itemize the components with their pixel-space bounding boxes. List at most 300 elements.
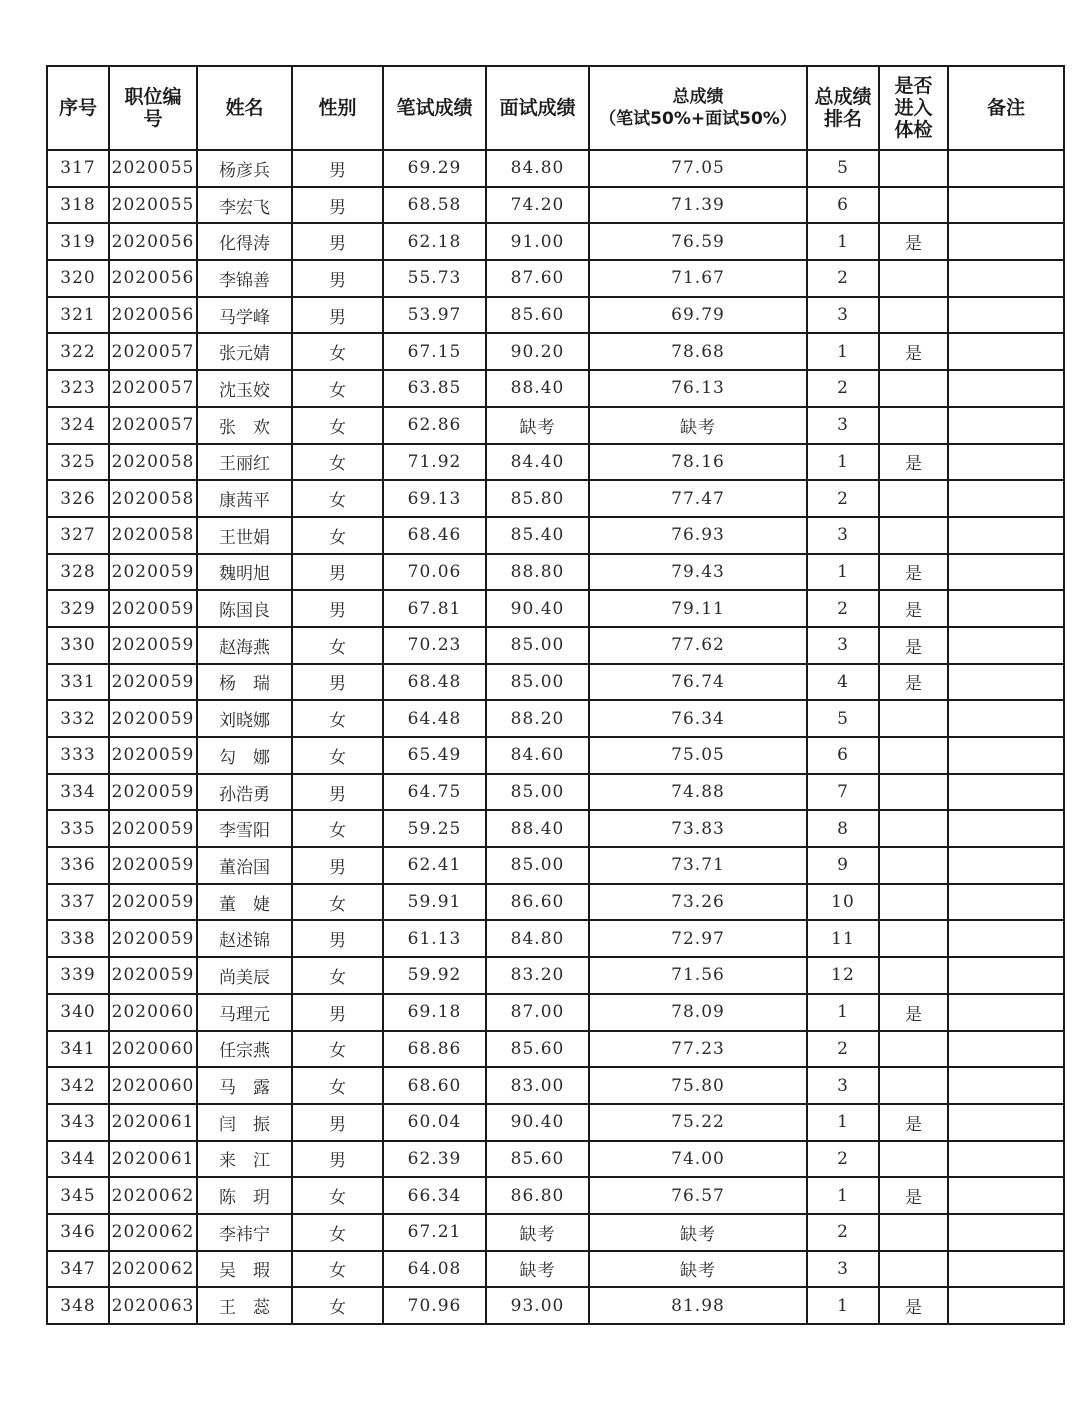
gender-cell: 男 (292, 150, 383, 187)
gender-cell: 女 (292, 407, 383, 444)
written-score-cell: 68.48 (383, 664, 486, 701)
seq-cell: 323 (47, 370, 109, 407)
gender-cell: 男 (292, 297, 383, 334)
written-score-cell: 61.13 (383, 920, 486, 957)
table-row (47, 407, 1064, 444)
written-score-cell: 59.25 (383, 810, 486, 847)
name-cell: 任宗燕 (197, 1031, 292, 1068)
written-score-cell: 53.97 (383, 297, 486, 334)
medical-exam-cell (879, 260, 948, 297)
seq-cell: 327 (47, 517, 109, 554)
name-cell: 化得涛 (197, 223, 292, 260)
name-cell: 魏明旭 (197, 554, 292, 591)
header-position-code-line-1: 职位编 (124, 86, 182, 108)
table-row (47, 810, 1064, 847)
medical-exam-cell: 是 (879, 1104, 948, 1141)
header-total-score (589, 66, 807, 150)
medical-exam-cell: 是 (879, 333, 948, 370)
seq-cell: 339 (47, 957, 109, 994)
position-code-cell: 2020059 (109, 774, 197, 811)
position-code-cell: 2020061 (109, 1104, 197, 1141)
position-code-cell: 2020062 (109, 1251, 197, 1288)
name-cell: 勾 娜 (197, 737, 292, 774)
remark-cell (948, 187, 1064, 224)
remark-cell (948, 333, 1064, 370)
total-score-cell: 79.11 (589, 590, 807, 627)
name-cell: 赵海燕 (197, 627, 292, 664)
header-name: 姓名 (197, 66, 292, 150)
gender-cell: 女 (292, 627, 383, 664)
rank-cell: 3 (807, 627, 879, 664)
table-row (47, 774, 1064, 811)
seq-cell: 340 (47, 994, 109, 1031)
table-body (47, 150, 1064, 1324)
medical-exam-cell (879, 1031, 948, 1068)
interview-score-cell: 85.60 (486, 1141, 589, 1178)
header-seq: 序号 (47, 66, 109, 150)
table-row (47, 1214, 1064, 1251)
seq-cell: 331 (47, 664, 109, 701)
total-score-cell: 缺考 (589, 1214, 807, 1251)
written-score-cell: 69.13 (383, 480, 486, 517)
medical-exam-cell: 是 (879, 1177, 948, 1214)
gender-cell: 女 (292, 1177, 383, 1214)
position-code-cell: 2020060 (109, 994, 197, 1031)
total-score-cell: 74.88 (589, 774, 807, 811)
gender-cell: 女 (292, 370, 383, 407)
interview-score-cell: 85.60 (486, 1031, 589, 1068)
name-cell: 马 露 (197, 1067, 292, 1104)
gender-cell: 女 (292, 444, 383, 481)
total-score-cell: 75.80 (589, 1067, 807, 1104)
name-cell: 杨彦兵 (197, 150, 292, 187)
medical-exam-cell (879, 1141, 948, 1178)
table-row (47, 1031, 1064, 1068)
rank-cell: 3 (807, 297, 879, 334)
total-score-cell: 71.39 (589, 187, 807, 224)
gender-cell: 男 (292, 554, 383, 591)
gender-cell: 女 (292, 1214, 383, 1251)
position-code-cell: 2020059 (109, 627, 197, 664)
rank-cell: 5 (807, 700, 879, 737)
remark-cell (948, 664, 1064, 701)
table-row (47, 554, 1064, 591)
position-code-cell: 2020056 (109, 297, 197, 334)
remark-cell (948, 1141, 1064, 1178)
rank-cell: 9 (807, 847, 879, 884)
medical-exam-cell (879, 1067, 948, 1104)
name-cell: 张 欢 (197, 407, 292, 444)
name-cell: 李袆宁 (197, 1214, 292, 1251)
table-row (47, 920, 1064, 957)
written-score-cell: 71.92 (383, 444, 486, 481)
gender-cell: 男 (292, 187, 383, 224)
medical-exam-cell (879, 1214, 948, 1251)
interview-score-cell: 84.60 (486, 737, 589, 774)
table-row (47, 1287, 1064, 1324)
name-cell: 李宏飞 (197, 187, 292, 224)
rank-cell: 3 (807, 1251, 879, 1288)
gender-cell: 女 (292, 957, 383, 994)
name-cell: 吴 瑕 (197, 1251, 292, 1288)
interview-score-cell: 86.60 (486, 884, 589, 921)
header-gender: 性别 (292, 66, 383, 150)
seq-cell: 336 (47, 847, 109, 884)
rank-cell: 2 (807, 480, 879, 517)
gender-cell: 女 (292, 517, 383, 554)
seq-cell: 344 (47, 1141, 109, 1178)
table-row (47, 664, 1064, 701)
total-score-cell: 81.98 (589, 1287, 807, 1324)
remark-cell (948, 1251, 1064, 1288)
total-score-cell: 73.26 (589, 884, 807, 921)
interview-score-cell: 93.00 (486, 1287, 589, 1324)
gender-cell: 女 (292, 737, 383, 774)
written-score-cell: 68.58 (383, 187, 486, 224)
name-cell: 来 江 (197, 1141, 292, 1178)
interview-score-cell: 88.80 (486, 554, 589, 591)
seq-cell: 317 (47, 150, 109, 187)
medical-exam-cell: 是 (879, 627, 948, 664)
position-code-cell: 2020059 (109, 554, 197, 591)
table-row (47, 480, 1064, 517)
position-code-cell: 2020059 (109, 590, 197, 627)
interview-score-cell: 85.80 (486, 480, 589, 517)
position-code-cell: 2020057 (109, 370, 197, 407)
table-row (47, 223, 1064, 260)
remark-cell (948, 957, 1064, 994)
table-row (47, 847, 1064, 884)
rank-cell: 2 (807, 1031, 879, 1068)
seq-cell: 324 (47, 407, 109, 444)
interview-score-cell: 85.60 (486, 297, 589, 334)
rank-cell: 10 (807, 884, 879, 921)
gender-cell: 女 (292, 1287, 383, 1324)
written-score-cell: 67.15 (383, 333, 486, 370)
remark-cell (948, 1031, 1064, 1068)
written-score-cell: 68.46 (383, 517, 486, 554)
interview-score-cell: 90.20 (486, 333, 589, 370)
written-score-cell: 59.91 (383, 884, 486, 921)
name-cell: 赵述锦 (197, 920, 292, 957)
position-code-cell: 2020059 (109, 737, 197, 774)
name-cell: 孙浩勇 (197, 774, 292, 811)
seq-cell: 337 (47, 884, 109, 921)
written-score-cell: 68.60 (383, 1067, 486, 1104)
header-row (47, 66, 1064, 150)
interview-score-cell: 85.00 (486, 847, 589, 884)
name-cell: 杨 瑞 (197, 664, 292, 701)
total-score-cell: 76.59 (589, 223, 807, 260)
medical-exam-cell (879, 187, 948, 224)
header-position-code-line-2: 号 (143, 108, 163, 130)
total-score-cell: 69.79 (589, 297, 807, 334)
medical-exam-cell (879, 150, 948, 187)
position-code-cell: 2020057 (109, 333, 197, 370)
seq-cell: 321 (47, 297, 109, 334)
gender-cell: 男 (292, 664, 383, 701)
medical-exam-cell: 是 (879, 664, 948, 701)
interview-score-cell: 88.20 (486, 700, 589, 737)
interview-score-cell: 86.80 (486, 1177, 589, 1214)
name-cell: 尚美辰 (197, 957, 292, 994)
remark-cell (948, 737, 1064, 774)
header-interview-score: 面试成绩 (486, 66, 589, 150)
written-score-cell: 55.73 (383, 260, 486, 297)
remark-cell (948, 1177, 1064, 1214)
total-score-cell: 77.23 (589, 1031, 807, 1068)
gender-cell: 男 (292, 994, 383, 1031)
table-row (47, 700, 1064, 737)
gender-cell: 女 (292, 700, 383, 737)
table-row (47, 737, 1064, 774)
interview-score-cell: 缺考 (486, 1251, 589, 1288)
remark-cell (948, 1104, 1064, 1141)
interview-score-cell: 87.60 (486, 260, 589, 297)
table-row (47, 1251, 1064, 1288)
total-score-cell: 78.68 (589, 333, 807, 370)
table-row (47, 333, 1064, 370)
rank-cell: 1 (807, 223, 879, 260)
seq-cell: 322 (47, 333, 109, 370)
seq-cell: 334 (47, 774, 109, 811)
written-score-cell: 67.81 (383, 590, 486, 627)
rank-cell: 2 (807, 590, 879, 627)
position-code-cell: 2020057 (109, 407, 197, 444)
table-row (47, 297, 1064, 334)
interview-score-cell: 74.20 (486, 187, 589, 224)
written-score-cell: 65.49 (383, 737, 486, 774)
total-score-cell: 77.62 (589, 627, 807, 664)
medical-exam-cell (879, 370, 948, 407)
interview-score-cell: 90.40 (486, 590, 589, 627)
rank-cell: 7 (807, 774, 879, 811)
gender-cell: 男 (292, 774, 383, 811)
medical-exam-cell (879, 884, 948, 921)
name-cell: 王世娟 (197, 517, 292, 554)
rank-cell: 8 (807, 810, 879, 847)
remark-cell (948, 1067, 1064, 1104)
rank-cell: 1 (807, 994, 879, 1031)
total-score-cell: 76.13 (589, 370, 807, 407)
interview-score-cell: 84.40 (486, 444, 589, 481)
remark-cell (948, 884, 1064, 921)
position-code-cell: 2020055 (109, 150, 197, 187)
position-code-cell: 2020059 (109, 847, 197, 884)
name-cell: 王 蕊 (197, 1287, 292, 1324)
header-medical-exam-line-3: 体检 (894, 119, 933, 141)
medical-exam-cell (879, 700, 948, 737)
total-score-cell: 缺考 (589, 407, 807, 444)
remark-cell (948, 1287, 1064, 1324)
position-code-cell: 2020055 (109, 187, 197, 224)
remark-cell (948, 627, 1064, 664)
written-score-cell: 62.18 (383, 223, 486, 260)
medical-exam-cell: 是 (879, 994, 948, 1031)
gender-cell: 女 (292, 333, 383, 370)
header-total-rank-line-2: 排名 (823, 108, 862, 130)
position-code-cell: 2020056 (109, 223, 197, 260)
medical-exam-cell (879, 957, 948, 994)
rank-cell: 1 (807, 333, 879, 370)
remark-cell (948, 444, 1064, 481)
remark-cell (948, 994, 1064, 1031)
rank-cell: 4 (807, 664, 879, 701)
header-position-code (109, 66, 197, 150)
interview-score-cell: 90.40 (486, 1104, 589, 1141)
rank-cell: 6 (807, 187, 879, 224)
written-score-cell: 69.29 (383, 150, 486, 187)
name-cell: 康茜平 (197, 480, 292, 517)
total-score-cell: 78.09 (589, 994, 807, 1031)
header-medical-exam-line-2: 进入 (894, 97, 933, 119)
remark-cell (948, 554, 1064, 591)
seq-cell: 326 (47, 480, 109, 517)
header-total-rank-line-1: 总成绩 (814, 86, 872, 108)
interview-score-cell: 83.00 (486, 1067, 589, 1104)
seq-cell: 318 (47, 187, 109, 224)
position-code-cell: 2020060 (109, 1067, 197, 1104)
interview-score-cell: 84.80 (486, 150, 589, 187)
interview-score-cell: 83.20 (486, 957, 589, 994)
position-code-cell: 2020058 (109, 480, 197, 517)
position-code-cell: 2020063 (109, 1287, 197, 1324)
medical-exam-cell (879, 847, 948, 884)
table-row (47, 260, 1064, 297)
remark-cell (948, 260, 1064, 297)
gender-cell: 女 (292, 884, 383, 921)
medical-exam-cell: 是 (879, 223, 948, 260)
medical-exam-cell (879, 480, 948, 517)
header-total-score-line-1: 总成绩 (672, 87, 724, 107)
remark-cell (948, 1214, 1064, 1251)
header-total-score-line-2: （笔试50%+面试50%） (599, 109, 797, 129)
medical-exam-cell (879, 774, 948, 811)
position-code-cell: 2020059 (109, 810, 197, 847)
rank-cell: 1 (807, 444, 879, 481)
name-cell: 李雪阳 (197, 810, 292, 847)
position-code-cell: 2020056 (109, 260, 197, 297)
total-score-cell: 73.83 (589, 810, 807, 847)
seq-cell: 342 (47, 1067, 109, 1104)
interview-score-cell: 88.40 (486, 370, 589, 407)
remark-cell (948, 223, 1064, 260)
gender-cell: 男 (292, 590, 383, 627)
table-row (47, 444, 1064, 481)
interview-score-cell: 缺考 (486, 1214, 589, 1251)
written-score-cell: 70.06 (383, 554, 486, 591)
interview-score-cell: 85.40 (486, 517, 589, 554)
written-score-cell: 64.75 (383, 774, 486, 811)
written-score-cell: 63.85 (383, 370, 486, 407)
header-written-score: 笔试成绩 (383, 66, 486, 150)
total-score-cell: 76.34 (589, 700, 807, 737)
written-score-cell: 69.18 (383, 994, 486, 1031)
table-row (47, 590, 1064, 627)
interview-score-cell: 84.80 (486, 920, 589, 957)
written-score-cell: 62.39 (383, 1141, 486, 1178)
gender-cell: 男 (292, 223, 383, 260)
position-code-cell: 2020058 (109, 444, 197, 481)
total-score-cell: 77.05 (589, 150, 807, 187)
remark-cell (948, 517, 1064, 554)
position-code-cell: 2020059 (109, 700, 197, 737)
seq-cell: 329 (47, 590, 109, 627)
rank-cell: 2 (807, 1141, 879, 1178)
position-code-cell: 2020058 (109, 517, 197, 554)
medical-exam-cell (879, 1251, 948, 1288)
interview-score-cell: 85.00 (486, 774, 589, 811)
header-remark: 备注 (948, 66, 1064, 150)
medical-exam-cell: 是 (879, 590, 948, 627)
seq-cell: 335 (47, 810, 109, 847)
rank-cell: 1 (807, 1287, 879, 1324)
seq-cell: 319 (47, 223, 109, 260)
rank-cell: 2 (807, 370, 879, 407)
written-score-cell: 60.04 (383, 1104, 486, 1141)
interview-score-cell: 85.00 (486, 664, 589, 701)
total-score-cell: 76.57 (589, 1177, 807, 1214)
table-header (47, 66, 1064, 150)
score-table (46, 65, 1065, 1325)
name-cell: 马理元 (197, 994, 292, 1031)
header-total-rank (807, 66, 879, 150)
remark-cell (948, 700, 1064, 737)
medical-exam-cell (879, 737, 948, 774)
medical-exam-cell (879, 407, 948, 444)
gender-cell: 男 (292, 920, 383, 957)
remark-cell (948, 480, 1064, 517)
position-code-cell: 2020061 (109, 1141, 197, 1178)
seq-cell: 332 (47, 700, 109, 737)
name-cell: 董 婕 (197, 884, 292, 921)
name-cell: 沈玉姣 (197, 370, 292, 407)
name-cell: 马学峰 (197, 297, 292, 334)
name-cell: 陈 玥 (197, 1177, 292, 1214)
total-score-cell: 76.93 (589, 517, 807, 554)
table-row (47, 884, 1064, 921)
position-code-cell: 2020062 (109, 1214, 197, 1251)
position-code-cell: 2020059 (109, 664, 197, 701)
rank-cell: 2 (807, 1214, 879, 1251)
header-medical-exam-line-1: 是否 (894, 75, 933, 97)
total-score-cell: 74.00 (589, 1141, 807, 1178)
remark-cell (948, 407, 1064, 444)
remark-cell (948, 774, 1064, 811)
interview-score-cell: 91.00 (486, 223, 589, 260)
table-row (47, 517, 1064, 554)
gender-cell: 女 (292, 1067, 383, 1104)
written-score-cell: 68.86 (383, 1031, 486, 1068)
table-row (47, 370, 1064, 407)
table-row (47, 1177, 1064, 1214)
name-cell: 闫 振 (197, 1104, 292, 1141)
total-score-cell: 71.56 (589, 957, 807, 994)
rank-cell: 3 (807, 1067, 879, 1104)
written-score-cell: 64.48 (383, 700, 486, 737)
name-cell: 王丽红 (197, 444, 292, 481)
name-cell: 张元婧 (197, 333, 292, 370)
rank-cell: 11 (807, 920, 879, 957)
total-score-cell: 75.05 (589, 737, 807, 774)
gender-cell: 男 (292, 1104, 383, 1141)
table-row (47, 957, 1064, 994)
rank-cell: 1 (807, 1177, 879, 1214)
position-code-cell: 2020059 (109, 920, 197, 957)
total-score-cell: 75.22 (589, 1104, 807, 1141)
total-score-cell: 缺考 (589, 1251, 807, 1288)
rank-cell: 5 (807, 150, 879, 187)
